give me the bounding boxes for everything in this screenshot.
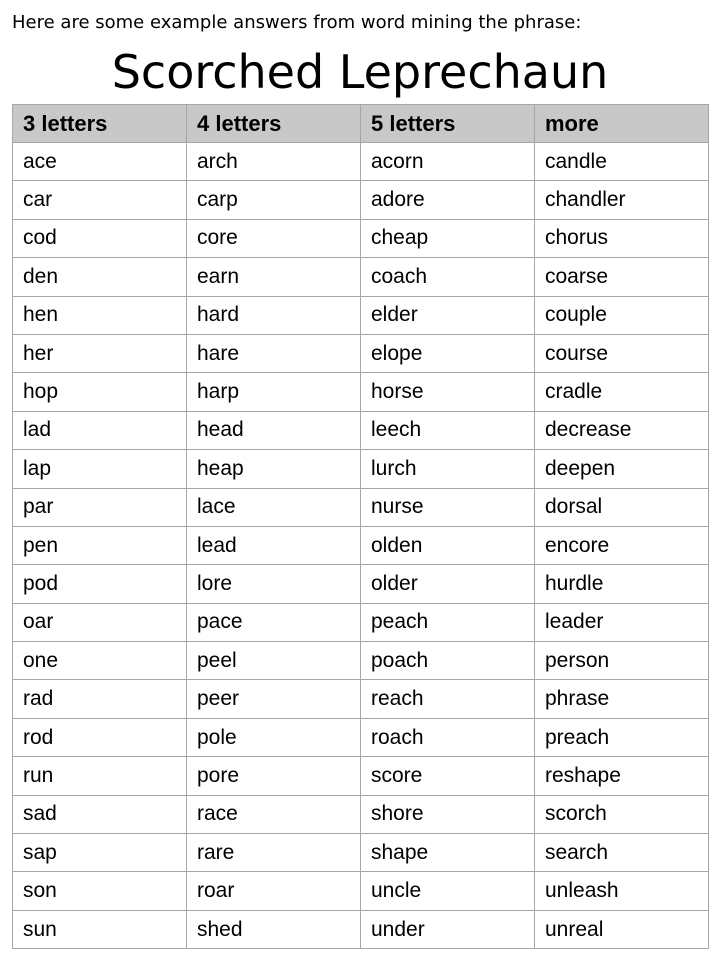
table-row — [13, 450, 709, 488]
five-letter-word: roach — [361, 718, 535, 756]
longer-word: chorus — [535, 219, 709, 257]
four-letter-word: heap — [187, 450, 361, 488]
three-letter-word: her — [13, 334, 187, 372]
longer-word: person — [535, 642, 709, 680]
five-letter-word: score — [361, 757, 535, 795]
three-letter-word: oar — [13, 603, 187, 641]
table-row — [13, 565, 709, 603]
three-letter-word: den — [13, 258, 187, 296]
three-letter-word: sad — [13, 795, 187, 833]
four-letter-word: pole — [187, 718, 361, 756]
header-row — [13, 105, 709, 143]
four-letter-word: hard — [187, 296, 361, 334]
three-letter-word: pen — [13, 526, 187, 564]
four-letter-word: roar — [187, 872, 361, 910]
three-letter-word: rad — [13, 680, 187, 718]
five-letter-word: coach — [361, 258, 535, 296]
table-row — [13, 757, 709, 795]
longer-word: preach — [535, 718, 709, 756]
four-letter-word: harp — [187, 373, 361, 411]
header-4-letters: 4 letters — [187, 105, 361, 143]
three-letter-word: sap — [13, 834, 187, 872]
five-letter-word: shore — [361, 795, 535, 833]
four-letter-word: peer — [187, 680, 361, 718]
longer-word: course — [535, 334, 709, 372]
word-table — [12, 104, 709, 949]
three-letter-word: lap — [13, 450, 187, 488]
four-letter-word: rare — [187, 834, 361, 872]
header-3-letters: 3 letters — [13, 105, 187, 143]
table-row — [13, 296, 709, 334]
four-letter-word: race — [187, 795, 361, 833]
three-letter-word: ace — [13, 143, 187, 181]
table-row — [13, 181, 709, 219]
five-letter-word: nurse — [361, 488, 535, 526]
table-row — [13, 258, 709, 296]
word-rows — [13, 143, 709, 949]
three-letter-word: car — [13, 181, 187, 219]
table-row — [13, 680, 709, 718]
five-letter-word: lurch — [361, 450, 535, 488]
three-letter-word: hop — [13, 373, 187, 411]
table-row — [13, 795, 709, 833]
four-letter-word: shed — [187, 910, 361, 948]
longer-word: reshape — [535, 757, 709, 795]
longer-word: dorsal — [535, 488, 709, 526]
table-row — [13, 526, 709, 564]
header-more: more — [535, 105, 709, 143]
five-letter-word: uncle — [361, 872, 535, 910]
page-title: Scorched Leprechaun — [111, 45, 609, 99]
five-letter-word: peach — [361, 603, 535, 641]
five-letter-word: acorn — [361, 143, 535, 181]
longer-word: hurdle — [535, 565, 709, 603]
table-row — [13, 834, 709, 872]
three-letter-word: hen — [13, 296, 187, 334]
longer-word: phrase — [535, 680, 709, 718]
four-letter-word: core — [187, 219, 361, 257]
five-letter-word: elope — [361, 334, 535, 372]
three-letter-word: cod — [13, 219, 187, 257]
four-letter-word: carp — [187, 181, 361, 219]
four-letter-word: pace — [187, 603, 361, 641]
longer-word: decrease — [535, 411, 709, 449]
four-letter-word: earn — [187, 258, 361, 296]
five-letter-word: reach — [361, 680, 535, 718]
four-letter-word: lace — [187, 488, 361, 526]
five-letter-word: poach — [361, 642, 535, 680]
five-letter-word: elder — [361, 296, 535, 334]
longer-word: couple — [535, 296, 709, 334]
four-letter-word: head — [187, 411, 361, 449]
longer-word: scorch — [535, 795, 709, 833]
five-letter-word: cheap — [361, 219, 535, 257]
three-letter-word: sun — [13, 910, 187, 948]
three-letter-word: lad — [13, 411, 187, 449]
three-letter-word: pod — [13, 565, 187, 603]
five-letter-word: horse — [361, 373, 535, 411]
intro-text: Here are some example answers from word mining the phrase: — [12, 12, 582, 33]
longer-word: deepen — [535, 450, 709, 488]
five-letter-word: shape — [361, 834, 535, 872]
three-letter-word: rod — [13, 718, 187, 756]
table-row — [13, 603, 709, 641]
table-row — [13, 488, 709, 526]
three-letter-word: one — [13, 642, 187, 680]
three-letter-word: run — [13, 757, 187, 795]
table-row — [13, 373, 709, 411]
longer-word: encore — [535, 526, 709, 564]
four-letter-word: lore — [187, 565, 361, 603]
five-letter-word: under — [361, 910, 535, 948]
table-row — [13, 219, 709, 257]
table-row — [13, 642, 709, 680]
header-5-letters: 5 letters — [361, 105, 535, 143]
table-row — [13, 910, 709, 948]
four-letter-word: hare — [187, 334, 361, 372]
longer-word: unreal — [535, 910, 709, 948]
longer-word: search — [535, 834, 709, 872]
table-row — [13, 411, 709, 449]
longer-word: coarse — [535, 258, 709, 296]
five-letter-word: leech — [361, 411, 535, 449]
table-row — [13, 872, 709, 910]
table-row — [13, 718, 709, 756]
four-letter-word: peel — [187, 642, 361, 680]
five-letter-word: adore — [361, 181, 535, 219]
five-letter-word: olden — [361, 526, 535, 564]
table-row — [13, 334, 709, 372]
longer-word: candle — [535, 143, 709, 181]
longer-word: chandler — [535, 181, 709, 219]
three-letter-word: par — [13, 488, 187, 526]
three-letter-word: son — [13, 872, 187, 910]
four-letter-word: pore — [187, 757, 361, 795]
four-letter-word: arch — [187, 143, 361, 181]
four-letter-word: lead — [187, 526, 361, 564]
longer-word: cradle — [535, 373, 709, 411]
five-letter-word: older — [361, 565, 535, 603]
longer-word: leader — [535, 603, 709, 641]
table-row — [13, 143, 709, 181]
longer-word: unleash — [535, 872, 709, 910]
